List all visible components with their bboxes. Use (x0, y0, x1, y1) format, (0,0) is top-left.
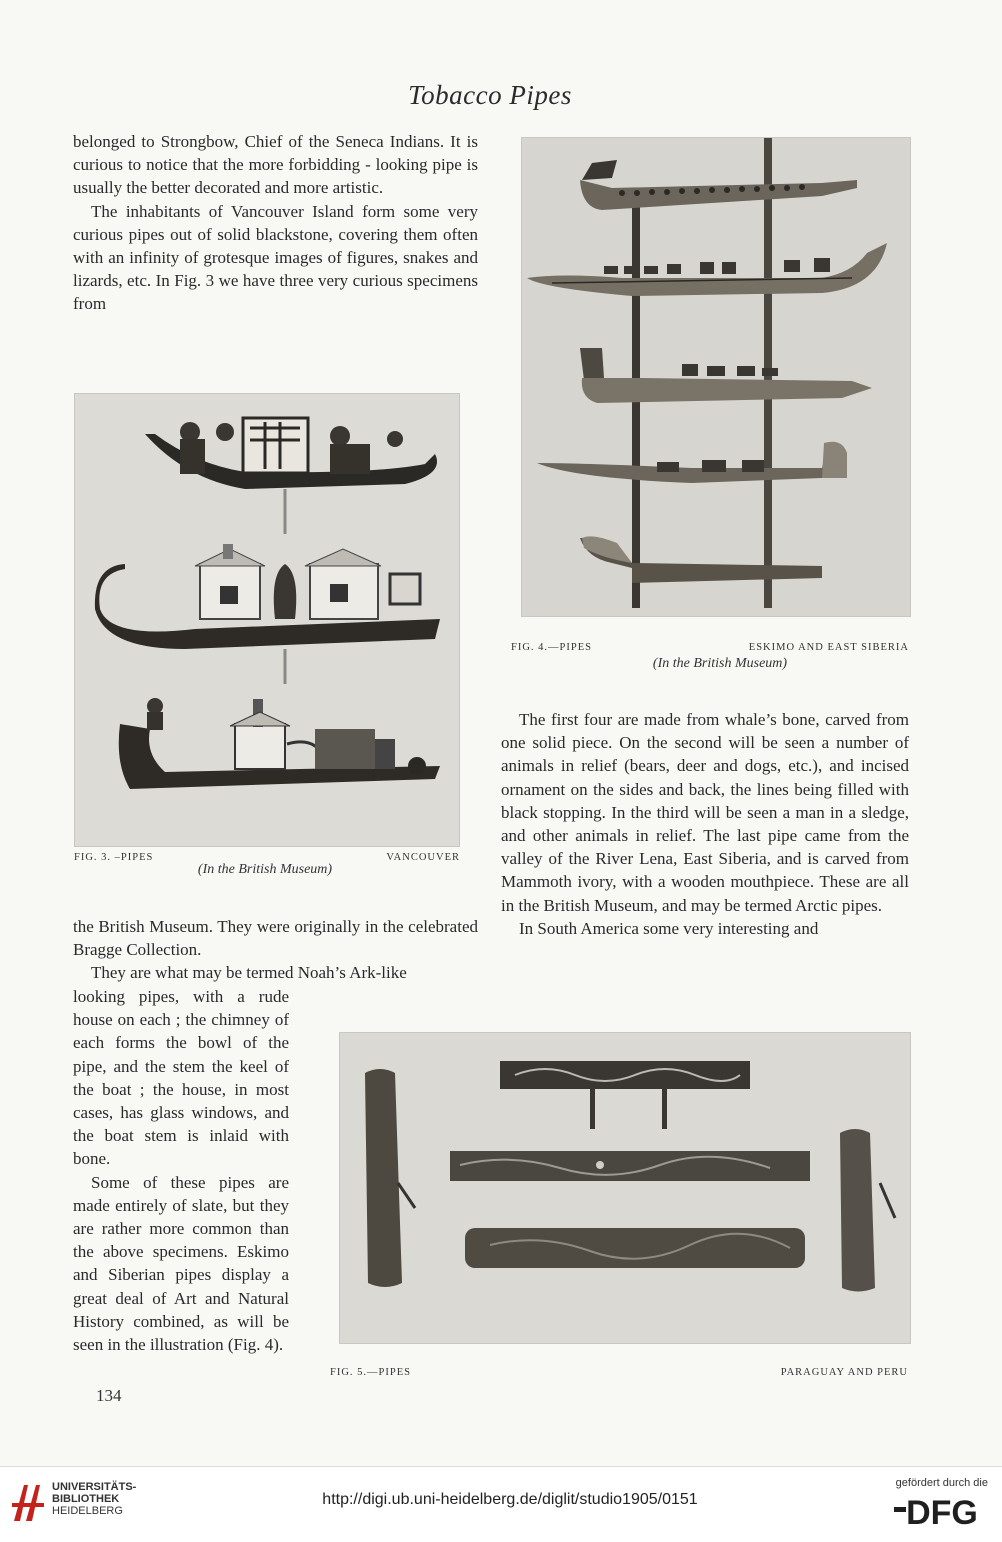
paragraph: The first four are made from whale’s bone, carved from one solid piece. On the second will be seen a number of animals in relief (bears, deer and dogs, etc.), and incised ornament on the sides and back, the lines being filled with black stopping. In the third will be seen a man in a sledge, and other animals in relief. The last pipe came from the valley of the River Lena, East Siberia, and is carved from Mammoth ivory, with a wooden mouthpiece. These are all in the British Museum, and may be termed Arctic pipes. (501, 710, 909, 915)
paragraph: In South America some very interesting and (519, 918, 819, 938)
fig5-caption (330, 1367, 908, 1378)
left-column-mid (73, 915, 478, 985)
footer-bar (0, 1466, 1002, 1542)
fig4-image (521, 137, 911, 617)
paragraph: looking pipes, with a rude house on each ; the chimney of each forms the bowl of the pipe, and the stem the keel of the boat ; the house, in most cases, has glass windows, and the boat stem is inlaid with bone. (73, 987, 289, 1169)
dfg-logo (894, 1493, 990, 1534)
right-column (501, 708, 909, 940)
library-name-line: BIBLIOTHEK (52, 1493, 120, 1505)
left-column-top (73, 130, 478, 316)
page-number: 134 (96, 1386, 122, 1405)
fig4-pipes-illustration (522, 138, 910, 616)
running-head: Tobacco Pipes (408, 80, 572, 110)
library-name (52, 1481, 136, 1517)
funded-by-label: gefördert durch die (895, 1477, 988, 1489)
fig3-place: VANCOUVER (386, 852, 460, 863)
fig4-label: FIG. 4.—PIPES (511, 642, 592, 653)
dfg-logo-icon (894, 1493, 990, 1529)
paragraph: They are what may be termed Noah’s Ark-like (91, 963, 407, 983)
paragraph: The inhabitants of Vancouver Island form some very curious pipes out of solid blackstone, covering them often with an infinity of grotesque images of figures, snakes and lizards, etc. In Fig. 3 we have three very curious specimens from (73, 201, 478, 314)
paragraph: belonged to Strongbow, Chief of the Seneca Indians. It is curious to notice that the more forbidding - looking pipe is usually the better decorated and more artistic. (73, 132, 478, 198)
fig3-label: FIG. 3. –PIPES (74, 852, 154, 863)
library-name-line: HEIDELBERG (52, 1505, 123, 1517)
fig4-caption (511, 642, 909, 653)
library-name-line: UNIVERSITÄTS- (52, 1481, 137, 1493)
left-column-narrow (73, 985, 289, 1356)
fig4-subcaption: (In the British Museum) (652, 656, 788, 671)
paragraph: the British Museum. They were originally in the celebrated Bragge Collection. (73, 917, 478, 960)
dfg-logo-text: DFG (906, 1494, 978, 1529)
fig5-image (339, 1032, 911, 1344)
fig4-place: ESKIMO AND EAST SIBERIA (748, 642, 909, 653)
paragraph: Some of these pipes are made entirely of slate, but they are rather more common than the above specimens. Eskimo and Siberian pipes display a great deal of Art and Natural History combined, as will be seen in the illustration (Fig. 4). (73, 1172, 289, 1355)
fig3-image (74, 393, 460, 847)
source-url-link[interactable]: http://digi.ub.uni-heidelberg.de/diglit/studio1905/0151 (322, 1491, 698, 1508)
fig3-subcaption: (In the British Museum) (197, 862, 333, 877)
university-library-logo (10, 1479, 46, 1530)
fig5-place: PARAGUAY AND PERU (780, 1367, 908, 1378)
fig3-pipes-illustration (75, 394, 459, 846)
library-emblem-icon (10, 1479, 46, 1525)
fig5-label: FIG. 5.—PIPES (330, 1367, 411, 1378)
fig5-pipes-illustration (340, 1033, 910, 1343)
